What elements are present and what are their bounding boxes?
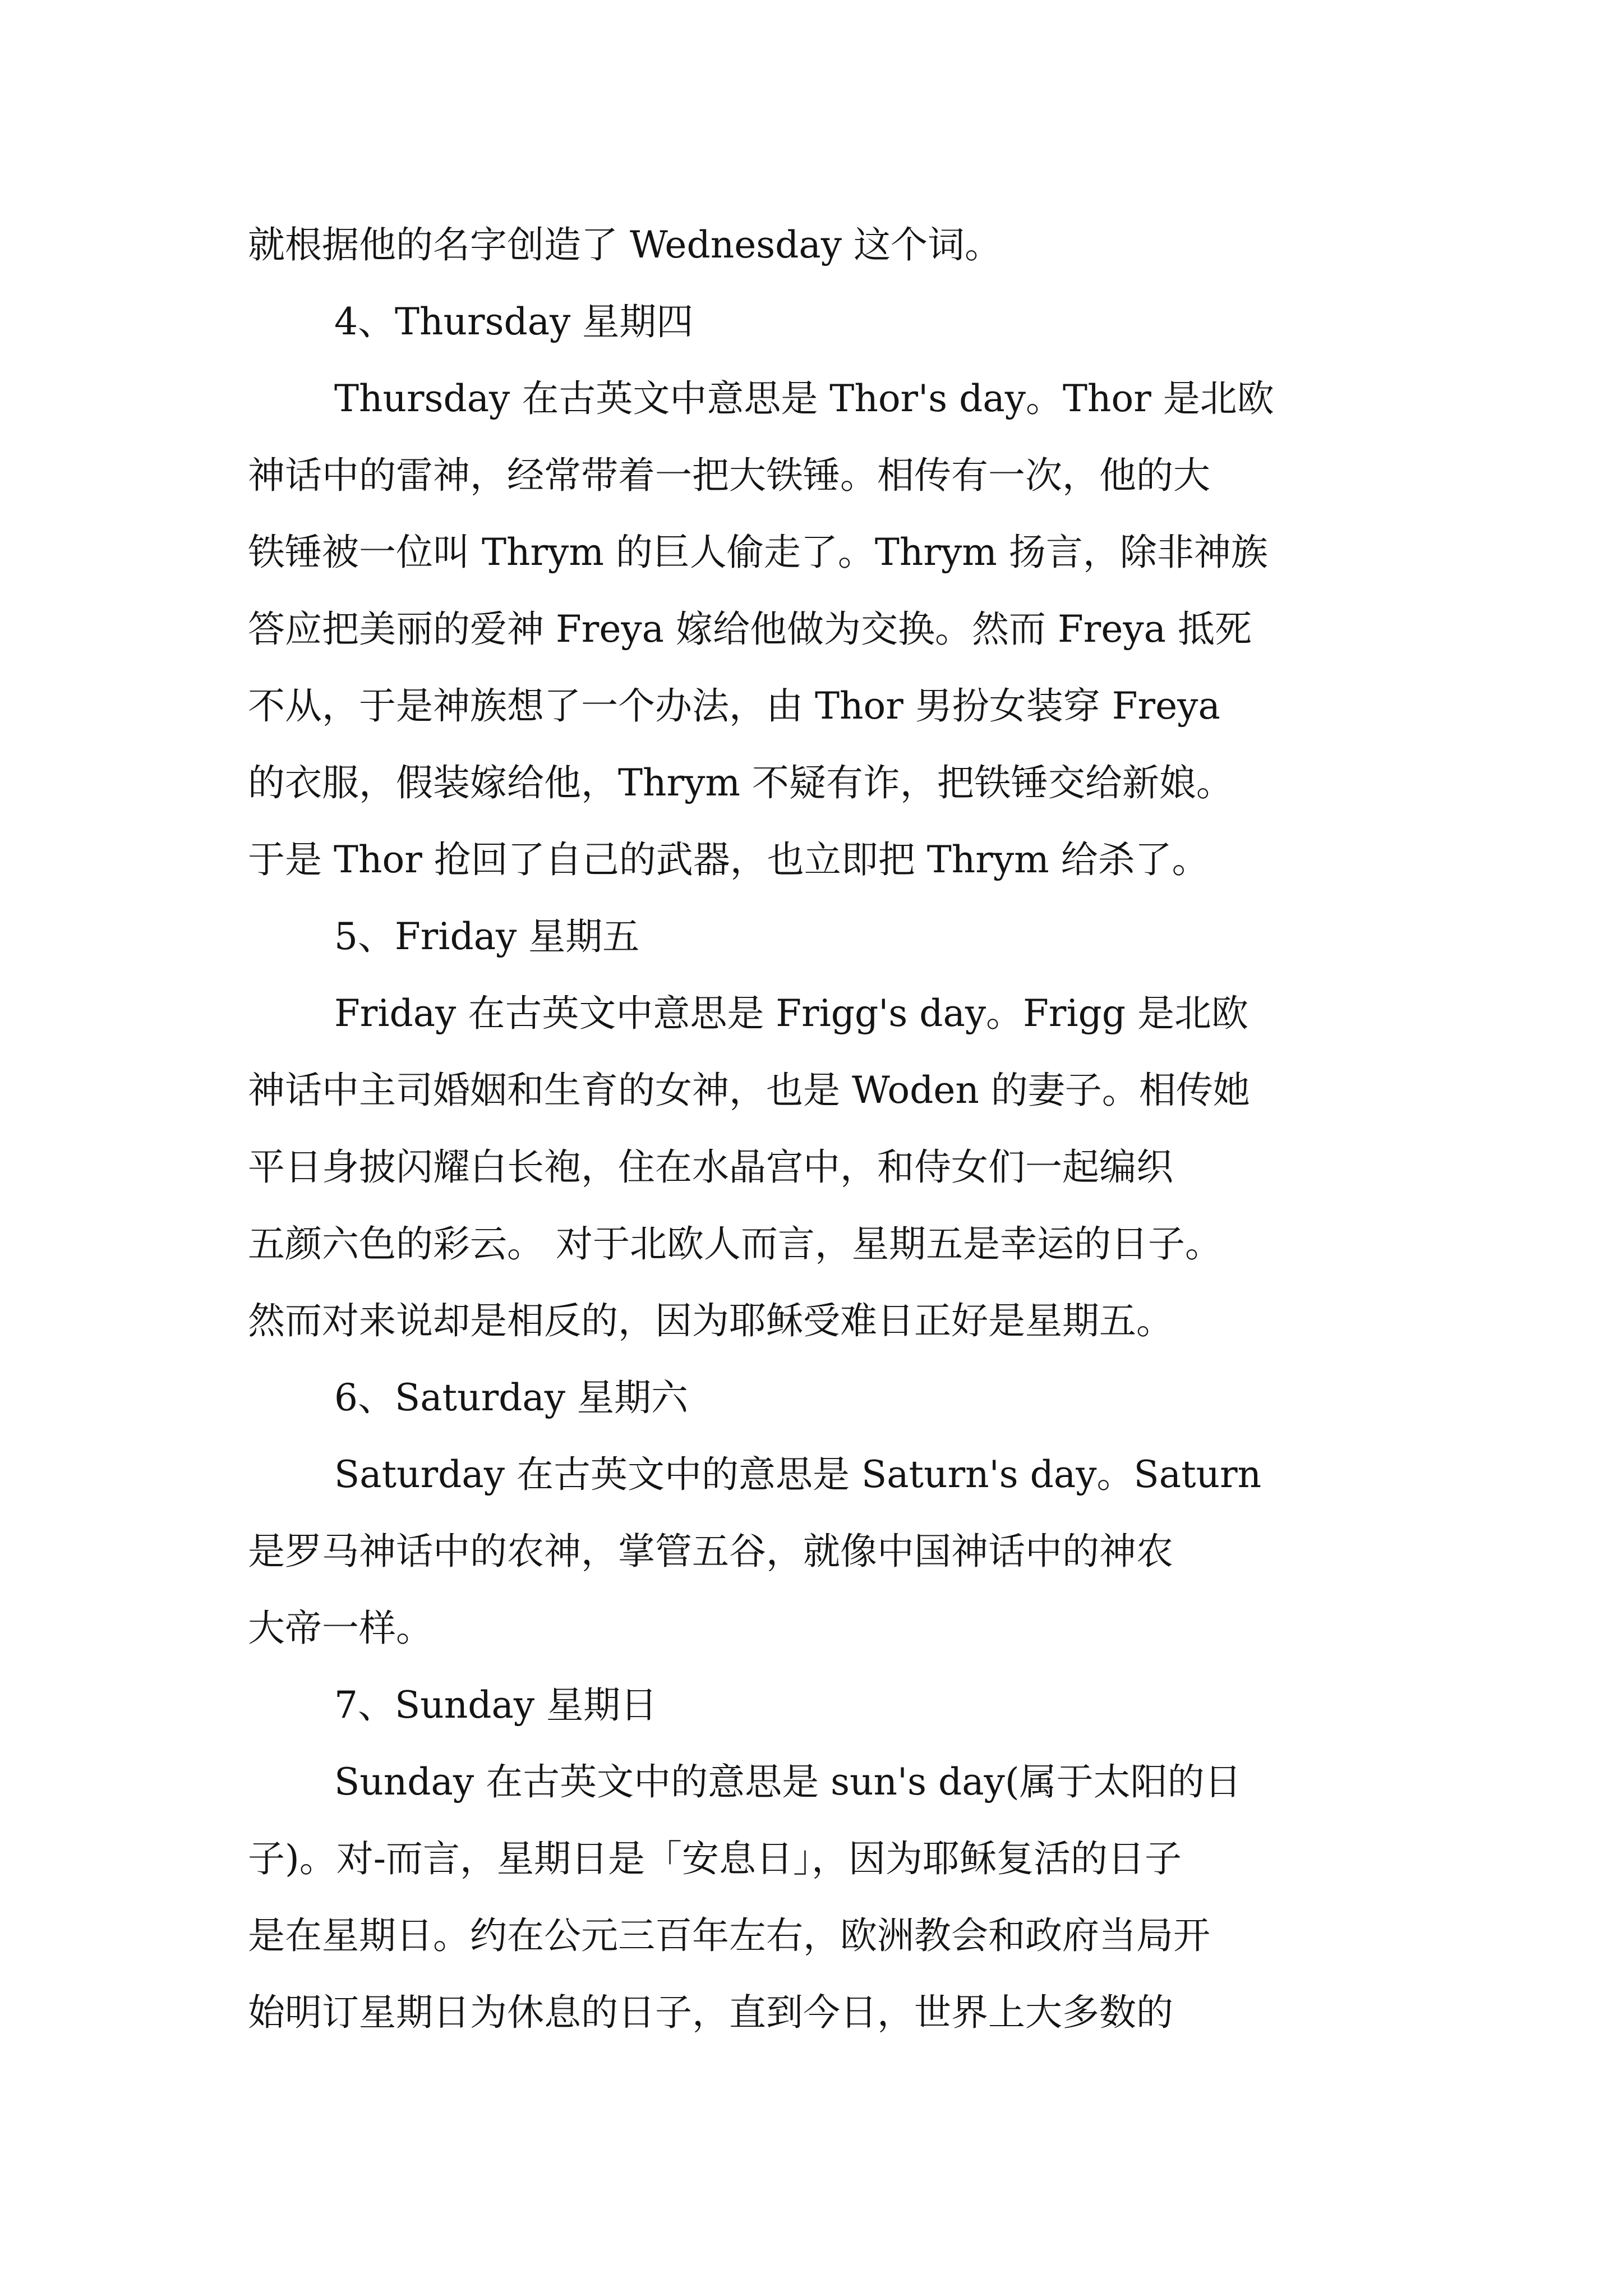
section-heading-friday: 5、Friday 星期五 <box>334 915 640 958</box>
body-line: Sunday 在古英文中的意思是 sun's day(属于太阳的日 <box>334 1760 1242 1803</box>
body-line: 铁锤被一位叫 Thrym 的巨人偷走了。Thrym 扬言，除非神族 <box>248 531 1268 574</box>
document-body <box>248 206 1383 2051</box>
section-heading-thursday: 4、Thursday 星期四 <box>334 300 694 343</box>
body-line: 于是 Thor 抢回了自己的武器，也立即把 Thrym 给杀了。 <box>248 838 1209 881</box>
body-line: 是罗马神话中的农神，掌管五谷，就像中国神话中的神农 <box>248 1530 1173 1573</box>
section-heading-sunday: 7、Sunday 星期日 <box>334 1683 658 1727</box>
body-line: 就根据他的名字创造了 Wednesday 这个词。 <box>248 223 1002 266</box>
body-line: 五颜六色的彩云。 对于北欧人而言，星期五是幸运的日子。 <box>248 1222 1222 1266</box>
body-line: 始明订星期日为休息的日子，直到今日，世界上大多数的 <box>248 1991 1173 2034</box>
body-line: 平日身披闪耀白长袍，住在水晶宫中，和侍女们一起编织 <box>248 1145 1173 1189</box>
body-line: Friday 在古英文中意思是 Frigg's day。Frigg 是北欧 <box>334 992 1249 1035</box>
body-line: 神话中的雷神，经常带着一把大铁锤。相传有一次，他的大 <box>248 454 1210 497</box>
body-line: 答应把美丽的爱神 Freya 嫁给他做为交换。然而 Freya 抵死 <box>248 608 1252 651</box>
body-line: Saturday 在古英文中的意思是 Saturn's day。Saturn <box>334 1453 1262 1496</box>
section-heading-saturday: 6、Saturday 星期六 <box>334 1376 688 1419</box>
body-line: Thursday 在古英文中意思是 Thor's day。Thor 是北欧 <box>334 377 1274 420</box>
body-line: 然而对来说却是相反的，因为耶稣受难日正好是星期五。 <box>248 1299 1173 1342</box>
body-line: 子)。对-而言，星期日是「安息日」，因为耶稣复活的日子 <box>248 1837 1182 1880</box>
body-line: 是在星期日。约在公元三百年左右，欧洲教会和政府当局开 <box>248 1914 1210 1957</box>
body-line: 神话中主司婚姻和生育的女神，也是 Woden 的妻子。相传她 <box>248 1069 1250 1112</box>
body-line: 大帝一样。 <box>248 1607 433 1650</box>
body-line: 的衣服，假装嫁给他，Thrym 不疑有诈，把铁锤交给新娘。 <box>248 761 1233 804</box>
body-line: 不从，于是神族想了一个办法，由 Thor 男扮女装穿 Freya <box>248 684 1220 728</box>
